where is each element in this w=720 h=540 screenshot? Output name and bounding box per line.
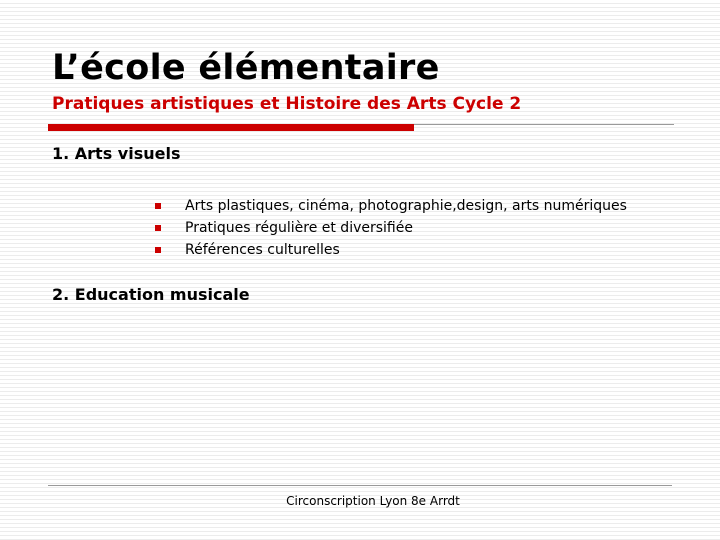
- list-item-text: Références culturelles: [185, 242, 340, 258]
- slide-subtitle: Pratiques artistiques et Histoire des Arts Cycle 2: [52, 94, 522, 114]
- slide-title: L’école élémentaire: [52, 48, 440, 88]
- slide-footer: Circonscription Lyon 8e Arrdt: [286, 494, 460, 508]
- square-bullet-icon: [155, 247, 161, 253]
- square-bullet-icon: [155, 225, 161, 231]
- list-item-text: Arts plastiques, cinéma, photographie,design, arts numériques: [185, 198, 627, 214]
- title-accent-bar: [48, 124, 414, 131]
- list-item-text: Pratiques régulière et diversifiée: [185, 220, 413, 236]
- section-heading-education-musicale: 2. Education musicale: [52, 285, 250, 304]
- square-bullet-icon: [155, 203, 161, 209]
- section-heading-arts-visuels: 1. Arts visuels: [52, 144, 181, 163]
- footer-divider: [48, 485, 672, 486]
